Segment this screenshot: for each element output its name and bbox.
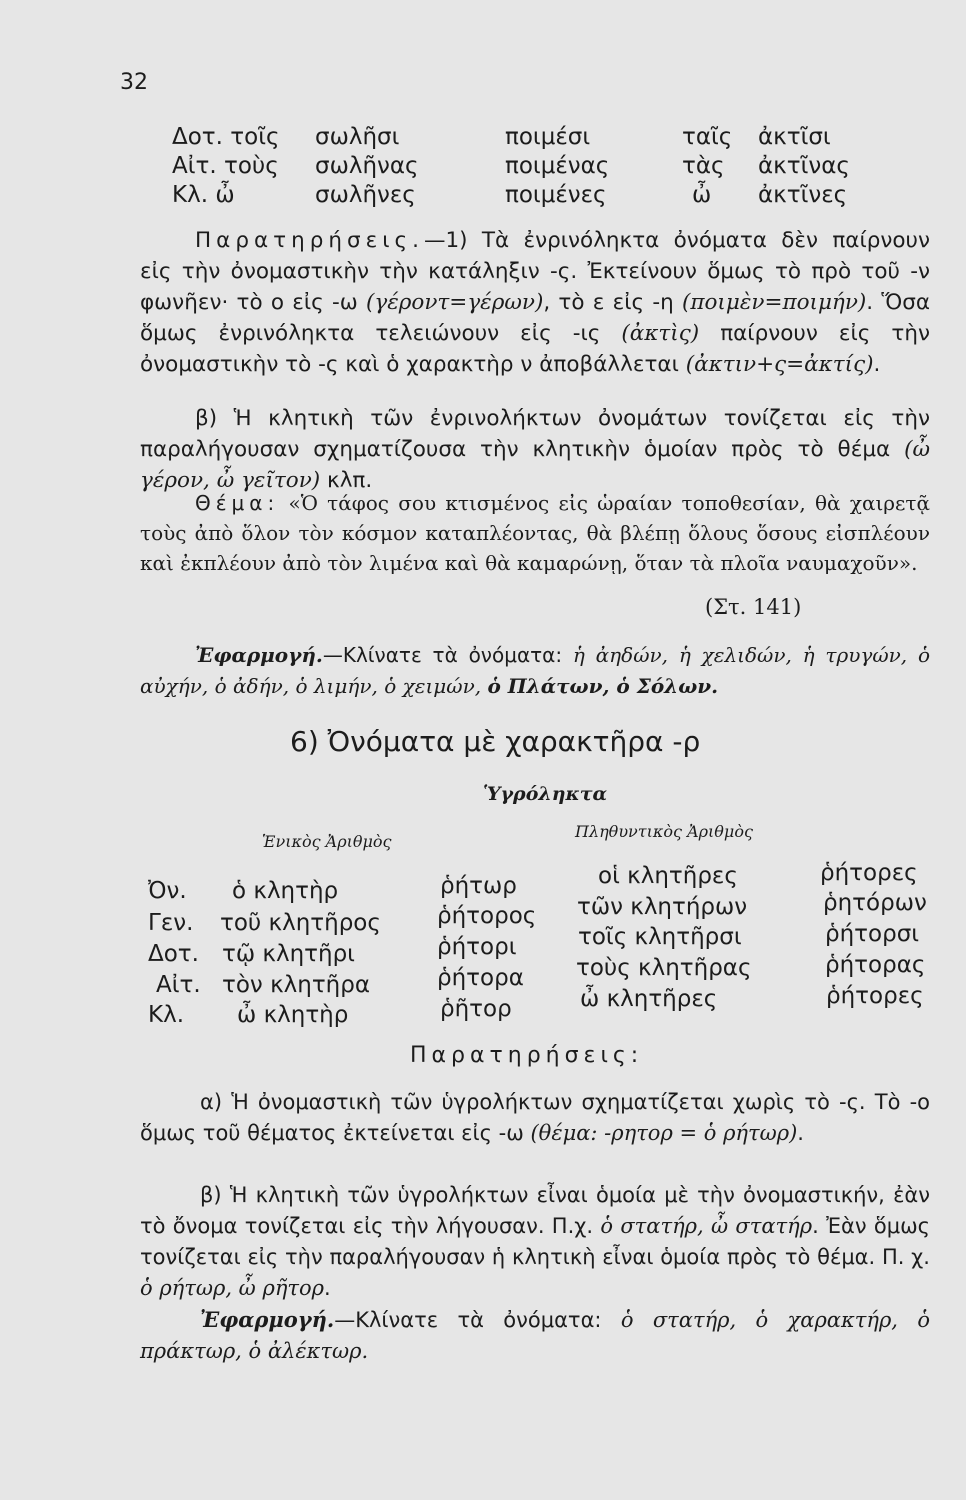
- application-label: Ἐφαρμογή.: [195, 643, 323, 667]
- observation-b-paragraph: [140, 403, 930, 496]
- table-cell: ῥήτορες: [820, 860, 918, 886]
- table-cell: ποιμέσι: [505, 124, 591, 150]
- table-cell: ῥητόρων: [823, 890, 927, 916]
- example-text: (θέμα: -ρητορ = ὁ ρήτωρ): [530, 1121, 798, 1145]
- table-cell: ῥήτορα: [437, 965, 524, 991]
- theme-label: Θέμα:: [195, 491, 280, 515]
- example-text: (ἀκτιν+ς=ἀκτίς): [685, 352, 874, 377]
- observations-label: Παρατηρήσεις.: [195, 228, 424, 253]
- paragraph-text: β) Ἡ κλητικὴ τῶν ἐνρινολήκτων ὀνομάτων τονίζεται εἰς τὴν παραλήγουσαν σχηματίζουσα τὴν κλητικὴν ὁμοίαν πρὸς τὸ θέμα: [140, 406, 930, 462]
- table-cell: ὦ κλητῆρες: [580, 986, 718, 1012]
- table-cell: τῶν κλητήρων: [577, 894, 748, 920]
- table-cell: ποιμένας: [505, 153, 610, 179]
- table-cell: σωλῆνας: [315, 153, 419, 179]
- paragraph-text: β) Ἡ κλητικὴ τῶν ὑγρολήκτων εἶναι ὁμοία μὲ τὴν ὀνομαστικήν, ἐὰν τὸ ὄνομα τονίζεται εἰς τὴν λήγουσαν. Π.χ.: [140, 1183, 930, 1238]
- example-names: ὁ Πλάτων, ὁ Σόλων.: [487, 674, 719, 698]
- section-subtitle: Ὑγρόληκτα: [483, 783, 608, 805]
- case-label: Κλ. ὦ: [172, 182, 235, 208]
- case-label: Γεν.: [148, 910, 194, 936]
- paragraph-text: .: [797, 1121, 804, 1145]
- table-cell: ῥήτωρ: [440, 873, 517, 899]
- table-cell: τὸν κλητῆρα: [222, 972, 371, 998]
- table-cell: σωλῆνες: [315, 182, 416, 208]
- example-text: ὁ ρήτωρ, ὦ ρῆτορ: [140, 1276, 325, 1300]
- table-cell: ῥήτορι: [437, 934, 517, 960]
- application-label: Ἐφαρμογή.: [200, 1307, 335, 1332]
- paragraph-text: —Κλίνατε τὰ ὀνόματα:: [322, 643, 573, 667]
- table-cell: ῥήτορες: [826, 983, 924, 1009]
- table-cell: ταῖς: [682, 124, 733, 150]
- section-title: 6) Ὀνόματα μὲ χαρακτῆρα -ρ: [290, 725, 701, 758]
- case-label: Δοτ.: [148, 941, 199, 967]
- paragraph-text: —Κλίνατε τὰ ὀνόματα:: [334, 1308, 621, 1332]
- table-cell: σωλῆσι: [315, 124, 400, 150]
- case-label: Αἰτ. τοὺς: [172, 153, 279, 179]
- table-cell: ὦ: [692, 182, 712, 208]
- table-cell: ἀκτῖνες: [758, 182, 848, 208]
- column-header-plural: Πληθυντικὸς Ἀριθμὸς: [575, 822, 753, 841]
- case-label: Κλ.: [148, 1002, 185, 1028]
- case-label: Δοτ. τοῖς: [172, 124, 280, 150]
- case-label: Ὀν.: [148, 878, 187, 904]
- paragraph-text: —1) Τὰ ἐνρινόληκτα ὀνόματα δὲν παίρνουν εἰς τὴν ὀνομαστικὴν τὴν κατάληξιν -ς. Ἐκτείνουν ὅμως τὸ πρὸ τοῦ -ν φωνῆεν· τὸ ο εἰς -ω: [140, 228, 930, 315]
- table-cell: τοῦ κλητῆρος: [220, 910, 381, 936]
- page-number: 32: [120, 70, 148, 95]
- table-cell: τοῖς κλητῆρσι: [578, 924, 742, 950]
- paragraph-text: .: [324, 1276, 331, 1300]
- table-cell: ῥήτορας: [825, 952, 926, 978]
- table-cell: τοὺς κλητῆρας: [576, 955, 752, 981]
- table-cell: ποιμένες: [505, 182, 607, 208]
- table-cell: ἀκτῖσι: [758, 124, 831, 150]
- paragraph-text: κλπ.: [320, 468, 373, 493]
- paragraph-text: . Ἐὰν ὅμως τονίζεται εἰς τὴν παραλήγουσαν ἡ κλητικὴ εἶναι ὁμοία πρὸς τὸ θέμα. Π. χ.: [140, 1214, 930, 1269]
- table-cell: ῥῆτορ: [440, 996, 512, 1022]
- table-cell: ῥήτορσι: [825, 921, 920, 947]
- application2-paragraph: [140, 1304, 930, 1367]
- paragraph-text: παίρνουν εἰς τὴν ὀνομαστικὴν τὸ -ς καὶ ὁ χαρακτὴρ ν ἀποβάλλεται: [140, 321, 930, 377]
- observations-heading: Παρατηρήσεις:: [410, 1043, 644, 1068]
- table-cell: οἱ κλητῆρες: [598, 863, 738, 889]
- example-text: ὁ στατήρ, ὦ στατήρ: [600, 1214, 813, 1238]
- table-cell: ῥήτορος: [437, 903, 537, 929]
- table-cell: ὦ κλητὴρ: [237, 1002, 349, 1028]
- paragraph-text: α) Ἡ ὀνομαστικὴ τῶν ὑγρολήκτων σχηματίζεται χωρὶς τὸ -ς. Τὸ -ο ὅμως τοῦ θέματος ἐκτείνεται εἰς -ω: [140, 1090, 930, 1145]
- observation-b2-paragraph: [140, 1180, 930, 1304]
- table-cell: ὁ κλητὴρ: [232, 878, 339, 904]
- example-text: (γέροντ=γέρων): [365, 290, 544, 315]
- table-cell: τῷ κλητῆρι: [222, 941, 355, 967]
- table-cell: τὰς: [682, 153, 725, 179]
- observations-paragraph: [140, 225, 930, 380]
- paragraph-text: , τὸ ε εἰς -η: [543, 290, 682, 315]
- paragraph-text: . Ὅσα ὅμως ἐνρινόληκτα τελειώνουν εἰς -ις: [140, 290, 931, 346]
- column-header-singular: Ἑνικὸς Ἀριθμὸς: [262, 832, 392, 851]
- example-text: (ὦ γέρον, ὦ γεῖτον): [140, 437, 930, 493]
- example-list: ὁ στατήρ, ὁ χαρακτήρ, ὁ πράκτωρ, ὁ ἀλέκτωρ.: [140, 1308, 930, 1363]
- paragraph-text: .: [873, 352, 881, 377]
- theme-quote: «Ὁ τάφος σου κτισμένος εἰς ὡραίαν τοποθεσίαν, θὰ χαιρετᾷ τοὺς ἀπὸ ὅλον τὸν κόσμον καταπλέοντας, θὰ βλέπῃ ὅλους ὅσους εἰσπλέουν καὶ ἐκπλέουν ἀπὸ τὸν λιμένα καὶ θὰ καμαρώνῃ, ὅταν τὰ πλοῖα ναυμαχοῦν».: [140, 491, 930, 575]
- application-paragraph: [140, 640, 930, 702]
- observation-a-paragraph: [140, 1087, 930, 1149]
- example-text: (ποιμὲν=ποιμήν): [681, 290, 867, 315]
- table-cell: ἀκτῖνας: [758, 153, 850, 179]
- case-label: Αἰτ.: [156, 972, 201, 998]
- citation: (Στ. 141): [705, 595, 802, 619]
- example-list: ἡ ἀηδών, ἡ χελιδών, ἡ τρυγών, ὁ αὐχήν, ὁ ἀδήν, ὁ λιμήν, ὁ χειμών,: [140, 643, 930, 698]
- theme-paragraph: [140, 488, 930, 578]
- example-text: (ἀκτὶς): [621, 321, 700, 346]
